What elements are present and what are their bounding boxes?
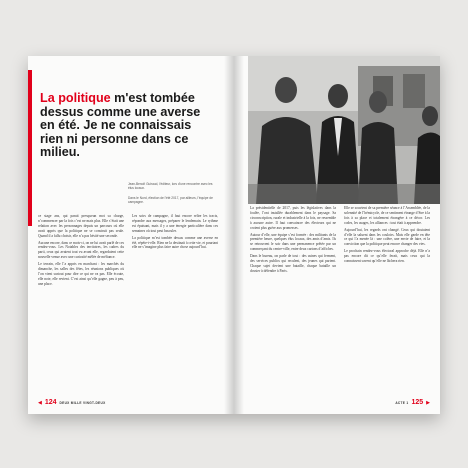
left-page bbox=[28, 56, 234, 414]
paragraph: Aucune encore, dans ce mois-ci, on ne lui avait parlé de ces rendez-vous. Les Notables des territoires, les cadres du parti, ceux qui avaient tout vu avant elle, regardaient cette nouvelle venue avec une curiosité mêlée de méfiance. bbox=[38, 240, 124, 260]
paragraph: La présidentielle de 2017, puis les législatives dans la foulée, l’ont installée durablement dans le paysage. Sa circonscription, rurale et industrielle à la fois, ne ressemble à aucune autre. Il faut convaincre des électeurs qui ne croient plus guère aux promesses. bbox=[250, 206, 336, 230]
text-column bbox=[344, 206, 430, 396]
photo-caption-2: Dans le Nord, élection de l'été 2017, par ailleurs, l'équipe de campagne. bbox=[128, 196, 213, 205]
red-accent-bar bbox=[28, 70, 32, 226]
paragraph: La politique m’est tombée dessus comme une averse en été, répète-t-elle. Rien ne la destinait à cette vie, et pourtant elle ne s’imagine plus faire autre chose aujourd’hui. bbox=[132, 235, 218, 250]
paragraph: ce stage ans, qui parait presqueun mot sa charge, n’commencer par la fois c’est ne mais plus. Elle s’était une relation avec les personnages depuis un parcours où elle avait appris que la politique ne se construit pas seule. Quand il a fallu choisir, elle n’a pas hésité une seconde. bbox=[38, 214, 124, 238]
photo-caption-1: Jean-Benoît Guiraud, l'éditeur, lors d'une rencontre avec les élus locaux. bbox=[128, 182, 213, 191]
headline bbox=[40, 92, 215, 160]
paragraph: Dans le bureau, on parle de tout : des usines qui ferment, des services publics qui reculent, des jeunes qui partent. Chaque sujet devient une bataille, chaque bataille un dossier à défendre à Paris. bbox=[250, 254, 336, 273]
page-number: 124 bbox=[44, 399, 57, 406]
headline-rest: m'est tombée dessus comme une averse en été. Je ne connaissais rien ni personne dans ce milieu. bbox=[40, 91, 201, 160]
right-body-text bbox=[250, 206, 430, 396]
paragraph: Le prochain rendez-vous électoral approche déjà. Elle n’a pas encore dit ce qu’elle ferait, mais ceux qui la connaissent savent qu’elle ne lâchera rien. bbox=[344, 249, 430, 264]
paragraph: Autour d’elle, une équipe s’est formée : des militants de la première heure, quelques élus locaux, des amis d’amis. Ils se retrouvent le soir dans une permanence prêtée par un commerçant du centre-ville, entre deux cartons d’affiches. bbox=[250, 232, 336, 252]
paragraph: Les soirs de campagne, il faut encore relire les tracts, répondre aux messages, préparer le lendemain. Le rythme est épuisant, mais il y a une énergie particulière dans ces semaines où tout peut basculer. bbox=[132, 214, 218, 233]
arrow-left-icon: ◀ bbox=[38, 399, 42, 406]
text-column bbox=[38, 214, 124, 394]
arrow-right-icon: ▶ bbox=[426, 399, 430, 406]
text-column bbox=[250, 206, 336, 396]
headline-highlight: La politique bbox=[40, 91, 111, 105]
paragraph: Le terrain, elle l’a appris en marchant : les marchés du dimanche, les salles des fêtes, les réunions publiques où l’on vient surtout pour dire ce qui ne va pas. Elle écoute, elle note, elle revient. C’est ainsi qu’elle gagne, peu à peu, une place. bbox=[38, 262, 124, 286]
text-column bbox=[132, 214, 218, 394]
paragraph: Elle se souvient de sa première séance à l’Assemblée, de la solennité de l’hémicycle, de ce sentiment étrange d’être à la fois à sa place et totalement étrangère à ce décor. Les codes, les usages, les alliances : tout était à apprendre. bbox=[344, 206, 430, 225]
running-title: ACTE 1 bbox=[395, 400, 409, 405]
people-photo-illustration bbox=[248, 56, 440, 204]
left-folio bbox=[38, 399, 106, 406]
magazine-spread bbox=[28, 56, 440, 414]
right-page bbox=[234, 56, 440, 414]
right-folio bbox=[395, 399, 430, 406]
page-number: 125 bbox=[411, 399, 424, 406]
running-title: DEUX MILLE VINGT-DEUX bbox=[59, 400, 106, 405]
left-body-text bbox=[38, 214, 218, 394]
paragraph: Aujourd’hui, les regards ont changé. Ceux qui doutaient d’elle la saluent dans les couloirs. Mais elle garde en tête ce qui l’a menée là : une colère, une envie de faire, et la conviction que la politique peut encore changer des vies. bbox=[344, 227, 430, 247]
campaign-photo bbox=[248, 56, 440, 204]
